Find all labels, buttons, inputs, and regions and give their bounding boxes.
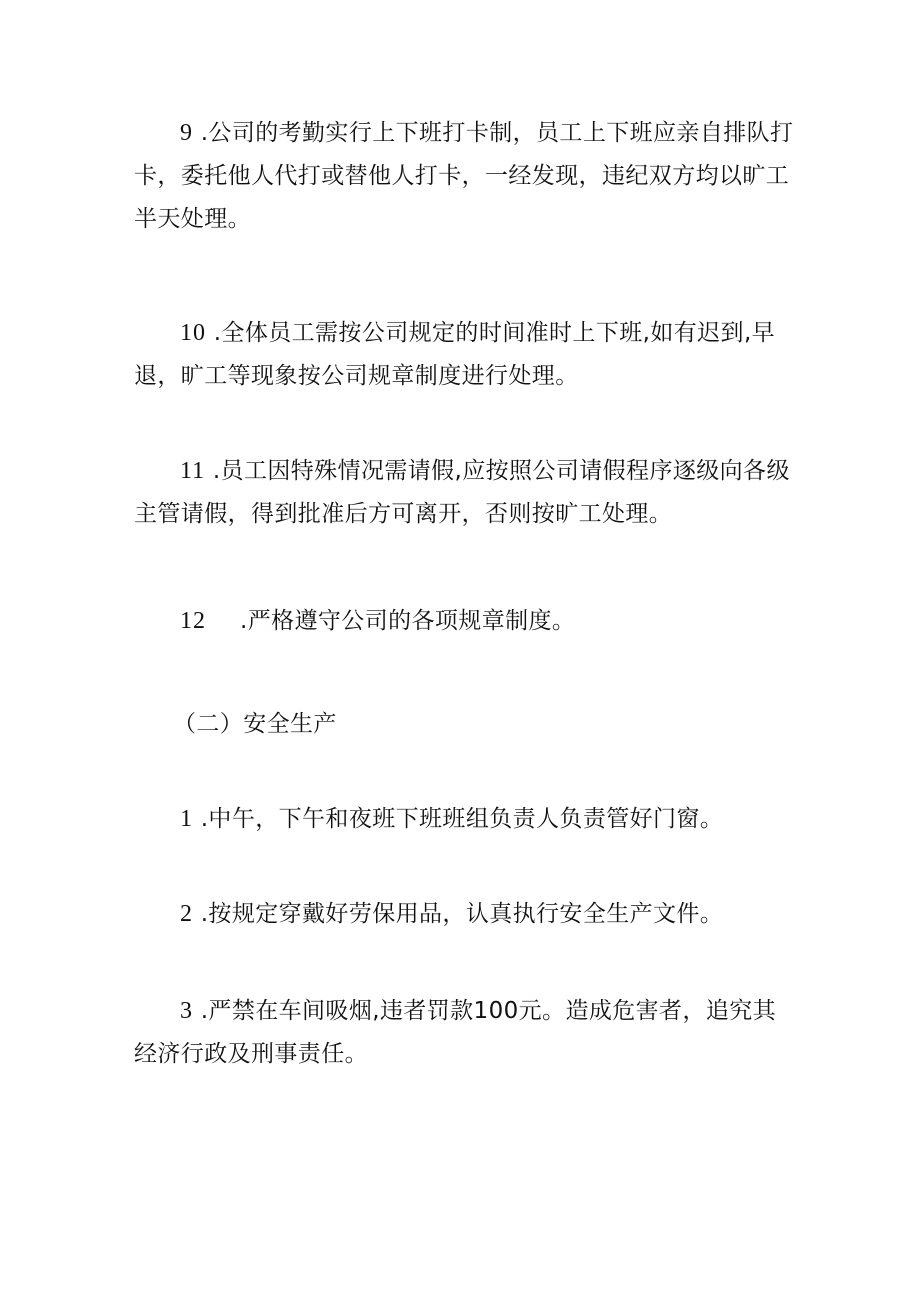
rule-text: .严格遵守公司的各项规章制度。 [240, 608, 576, 634]
rule-number: 3 [180, 998, 193, 1024]
safety-item-1 [134, 798, 799, 841]
rule-item-11 [134, 450, 799, 536]
rule-text: .按规定穿戴好劳保用品，认真执行安全生产文件。 [200, 901, 724, 927]
rule-number: 9 [180, 120, 193, 146]
rule-item-12 [134, 600, 799, 643]
rule-number: 2 [180, 901, 193, 927]
rule-item-9 [134, 112, 799, 241]
rule-text: .公司的考勤实行上下班打卡制，员工上下班应亲自排队打卡，委托他人代打或替他人打卡，一经发现，违纪双方均以旷工半天处理。 [134, 120, 794, 232]
rule-text: .中午，下午和夜班下班班组负责人负责管好门窗。 [200, 806, 724, 832]
rule-text: .严禁在车间吸烟,违者罚款100元。造成危害者，追究其经济行政及刑事责任。 [134, 998, 777, 1067]
rule-number: 12 [180, 608, 206, 634]
rule-number: 11 [180, 458, 206, 484]
rule-text: .全体员工需按公司规定的时间准时上下班,如有迟到,早退，旷工等现象按公司规章制度进行处理。 [134, 320, 776, 389]
rule-item-10 [134, 312, 799, 398]
safety-item-2 [134, 893, 799, 936]
rule-text: .员工因特殊情况需请假,应按照公司请假程序逐级向各级主管请假，得到批准后方可离开，否则按旷工处理。 [134, 458, 790, 527]
rule-number: 10 [180, 320, 206, 346]
safety-item-3 [134, 990, 799, 1076]
rule-number: 1 [180, 806, 193, 832]
section-heading: （二）安全生产 [173, 711, 337, 737]
